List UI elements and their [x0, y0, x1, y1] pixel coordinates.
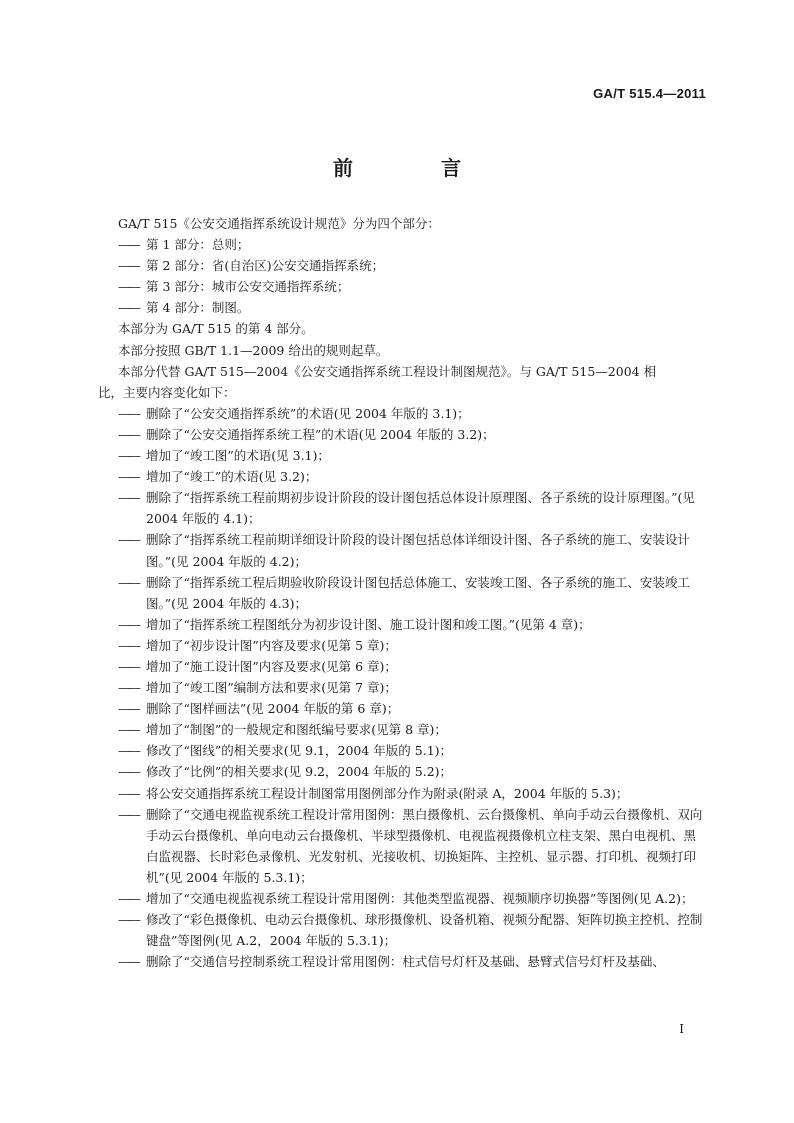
change-item: 增加了“竣工图”的术语(见 3.1)；	[146, 448, 330, 464]
part-item: 第 3 部分：城市公安交通指挥系统；	[146, 279, 350, 295]
dash-marker: ——	[118, 616, 139, 632]
change-item: 删除了“指挥系统工程前期初步设计阶段的设计图包括总体设计原理图、各子系统的设计原理图。”(见 2004 年版的 4.1)；	[146, 490, 695, 527]
dash-marker: ——	[118, 701, 139, 717]
dash-marker: ——	[118, 405, 139, 421]
dash-marker: ——	[118, 490, 139, 506]
dash-marker: ——	[118, 279, 139, 295]
list-item	[118, 424, 708, 445]
change-item: 删除了“交通电视监视系统工程设计常用图例：黑白摄像机、云台摄像机、单向手动云台摄像机、双向手动云台摄像机、单向电动云台摄像机、半球型摄像机、电视监视摄像机立柱支架、黑白电视机、黑白监视器、长时彩色录像机、光发射机、光接收机、切换矩阵、主控机、显示器、打印机、视频打印机”(见 2004 年版的 5.3.1)；	[146, 806, 703, 885]
change-item: 增加了“交通电视监视系统工程设计常用图例：其他类型监视器、视频顺序切换器”等图例(见 A.2)；	[146, 891, 694, 906]
change-item: 增加了“制图”的一般规定和图纸编号要求(见第 8 章)；	[146, 722, 447, 738]
standard-code-header: GA/T 515.4—2011	[593, 86, 706, 101]
paragraph: 本部分按照 GB/T 1.1—2009 给出的规则起草。	[118, 342, 389, 358]
list-item	[118, 635, 708, 656]
part-item: 第 1 部分：总则；	[146, 237, 250, 253]
change-item: 将公安交通指挥系统工程设计制图常用图例部分作为附录(附录 A，2004 年版的 5.3)；	[146, 785, 629, 801]
list-item	[118, 740, 708, 761]
list-item	[118, 677, 708, 698]
dash-marker: ——	[118, 680, 139, 696]
list-item	[118, 698, 708, 719]
change-item: 删除了“指挥系统工程前期详细设计阶段的设计图包括总体详细设计图、各子系统的施工、安装设计图。”(见 2004 年版的 4.2)；	[146, 532, 690, 569]
dash-marker: ——	[118, 532, 139, 548]
dash-marker: ——	[118, 237, 139, 253]
page-number: I	[679, 1022, 684, 1036]
part-item: 第 2 部分：省(自治区)公安交通指挥系统；	[146, 258, 385, 274]
dash-marker: ——	[118, 806, 139, 822]
dash-marker: ——	[118, 258, 139, 274]
list-item	[118, 951, 708, 972]
paragraph-continuation: 比，主要内容变化如下：	[98, 384, 236, 400]
list-item	[118, 466, 708, 487]
list-item	[118, 403, 708, 424]
change-item: 增加了“指挥系统工程图纸分为初步设计图、施工设计图和竣工图。”(见第 4 章)；	[146, 616, 591, 632]
list-item	[118, 276, 708, 297]
list-item	[118, 909, 708, 951]
page-title: 前 言	[333, 156, 495, 180]
change-item: 修改了“彩色摄像机、电动云台摄像机、球形摄像机、设备机箱、视频分配器、矩阵切换主控机、控制键盘”等图例(见 A.2，2004 年版的 5.3.1)；	[146, 912, 703, 949]
paragraph: 本部分为 GA/T 515 的第 4 部分。	[118, 321, 314, 337]
change-item: 增加了“竣工”的术语(见 3.2)；	[146, 469, 318, 485]
change-item: 修改了“比例”的相关要求(见 9.2，2004 年版的 5.2)；	[146, 764, 453, 780]
dash-marker: ——	[118, 574, 139, 590]
list-item	[118, 761, 708, 782]
document-body	[98, 213, 708, 972]
list-item	[118, 487, 708, 529]
list-item	[118, 656, 708, 677]
list-item	[118, 234, 708, 255]
part-item: 第 4 部分：制图。	[146, 300, 250, 316]
list-item	[118, 783, 708, 804]
intro-paragraph: GA/T 515《公安交通指挥系统设计规范》分为四个部分：	[118, 216, 440, 231]
change-item: 增加了“初步设计图”内容及要求(见第 5 章)；	[146, 637, 397, 653]
list-item	[118, 804, 708, 888]
dash-marker: ——	[118, 743, 139, 759]
dash-marker: ——	[118, 785, 139, 801]
dash-marker: ——	[118, 426, 139, 442]
dash-marker: ——	[118, 891, 139, 906]
dash-marker: ——	[118, 954, 139, 970]
dash-marker: ——	[118, 469, 139, 485]
list-item	[118, 572, 708, 614]
change-item: 删除了“指挥系统工程后期验收阶段设计图包括总体施工、安装竣工图、各子系统的施工、安装竣工图。”(见 2004 年版的 4.3)；	[146, 574, 690, 611]
change-item: 增加了“竣工图”编制方法和要求(见第 7 章)；	[146, 680, 397, 696]
dash-marker: ——	[118, 912, 139, 928]
change-item: 删除了“图样画法”(见 2004 年版的第 6 章)；	[146, 701, 400, 717]
change-item: 删除了“公安交通指挥系统”的术语(见 2004 年版的 3.1)；	[146, 405, 470, 421]
list-item	[118, 888, 708, 909]
list-item	[118, 445, 708, 466]
change-item: 修改了“图线”的相关要求(见 9.1，2004 年版的 5.1)；	[146, 743, 453, 759]
change-item: 增加了“施工设计图”内容及要求(见第 6 章)；	[146, 658, 397, 674]
list-item	[118, 529, 708, 571]
paragraph: 本部分代替 GA/T 515—2004《公安交通指挥系统工程设计制图规范》。与 GA/T 515—2004 相	[118, 363, 657, 379]
dash-marker: ——	[118, 637, 139, 653]
change-item: 删除了“公安交通指挥系统工程”的术语(见 2004 年版的 3.2)；	[146, 426, 495, 442]
dash-marker: ——	[118, 658, 139, 674]
dash-marker: ——	[118, 300, 139, 316]
list-item	[118, 614, 708, 635]
change-item: 删除了“交通信号控制系统工程设计常用图例：柱式信号灯杆及基础、悬臂式信号灯杆及基础、	[146, 954, 665, 970]
dash-marker: ——	[118, 764, 139, 780]
dash-marker: ——	[118, 448, 139, 464]
dash-marker: ——	[118, 722, 139, 738]
list-item	[118, 255, 708, 276]
list-item	[118, 719, 708, 740]
list-item	[118, 297, 708, 318]
